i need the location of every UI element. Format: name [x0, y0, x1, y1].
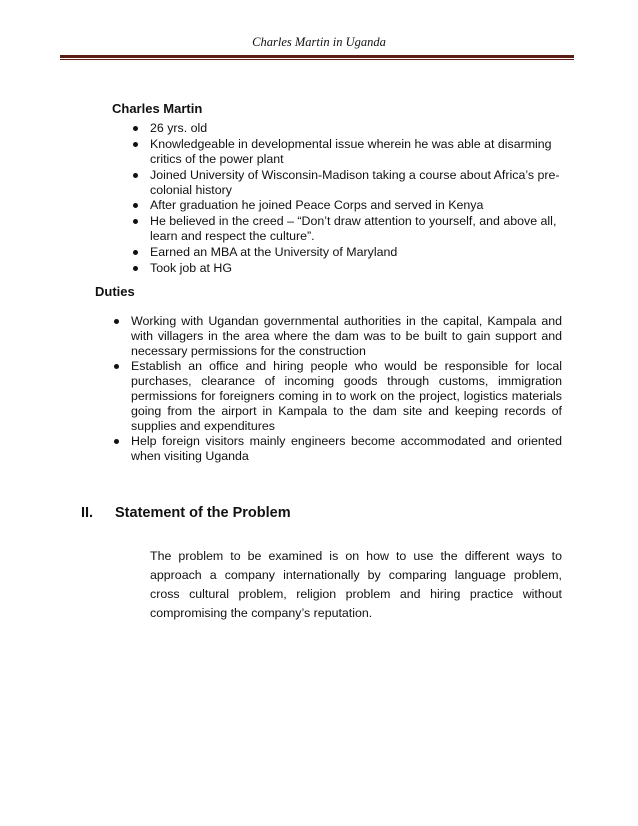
bullet-icon [133, 126, 138, 131]
list-item-text: After graduation he joined Peace Corps and served in Kenya [150, 198, 484, 213]
list-item [150, 168, 570, 199]
header-rule [60, 55, 574, 58]
header-rule-thin [60, 59, 574, 60]
list-item [150, 137, 570, 168]
section-title: Statement of the Problem [115, 505, 291, 521]
list-item [131, 359, 562, 434]
duties-heading: Duties [95, 284, 135, 299]
section-number: II. [81, 505, 94, 521]
list-item-text: Joined University of Wisconsin-Madison taking a course about Africa’s pre-colonial history [150, 167, 560, 197]
page-header: Charles Martin in Uganda [252, 35, 386, 49]
list-item-text: Help foreign visitors mainly engineers become accommodated and oriented when visiting Uganda [131, 434, 562, 463]
problem-paragraph: The problem to be examined is on how to use the different ways to approach a company internationally by comparing language problem, cross cultural problem, religion problem and hiring practice without compromising the company’s reputation. [150, 549, 562, 620]
list-item [150, 261, 570, 277]
bullet-icon [114, 319, 119, 324]
list-item-text: Working with Ugandan governmental authorities in the capital, Kampala and with villagers in the area where the dam was to be built to gain support and necessary permissions for the construction [131, 314, 562, 358]
bullet-icon [114, 439, 119, 444]
list-item [150, 121, 570, 137]
list-item [131, 434, 562, 464]
list-item-text: Establish an office and hiring people who would be responsible for local purchases, clearance of incoming goods through customs, immigration permissions for foreigners coming in to work on the project, logistics materials going from the airport in Kampala to the dam site and keeping records of supplies and expenditures [131, 359, 562, 433]
list-item-text: He believed in the creed – “Don’t draw attention to yourself, and above all, learn and respect the culture”. [150, 214, 557, 244]
bullet-icon [133, 142, 138, 147]
bullet-icon [133, 266, 138, 271]
profile-list [150, 121, 570, 277]
profile-name-heading: Charles Martin [112, 101, 203, 116]
list-item-text: Earned an MBA at the University of Maryland [150, 244, 398, 259]
list-item [150, 198, 570, 214]
duties-list [131, 314, 562, 464]
bullet-icon [133, 219, 138, 224]
list-item [150, 214, 570, 245]
bullet-icon [133, 203, 138, 208]
list-item [131, 314, 562, 359]
list-item-text: 26 yrs. old [150, 121, 208, 135]
list-item-text: Knowledgeable in developmental issue wherein he was able at disarming critics of the power plant [150, 136, 552, 166]
list-item-text: Took job at HG [150, 260, 232, 275]
bullet-icon [133, 173, 138, 178]
bullet-icon [133, 250, 138, 255]
list-item [150, 245, 570, 261]
bullet-icon [114, 364, 119, 369]
